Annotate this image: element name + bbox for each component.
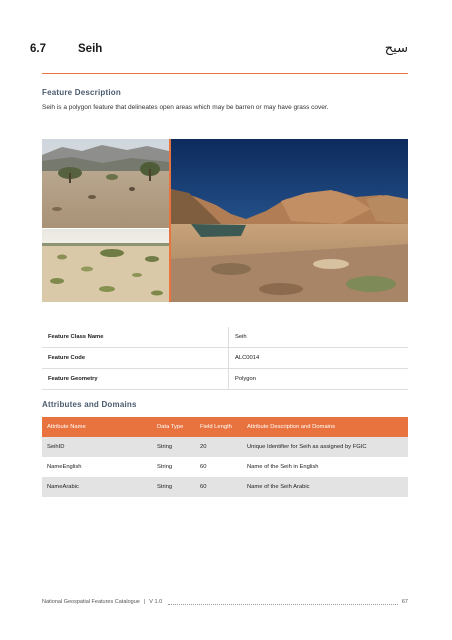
photo-collage bbox=[42, 139, 408, 302]
table-header-row bbox=[42, 417, 408, 437]
table-row bbox=[42, 369, 408, 390]
footer-version: V 1.0 bbox=[149, 599, 163, 605]
column-header: Attribute Name bbox=[42, 417, 152, 437]
table-cell: String bbox=[157, 464, 173, 470]
section-title: Seih bbox=[78, 43, 103, 55]
section-number: 6.7 bbox=[30, 43, 46, 55]
table-cell: 60 bbox=[195, 477, 242, 497]
section-divider bbox=[42, 73, 408, 74]
feature-description-text: Seih is a polygon feature that delineates open areas which may be barren or may have grass cover. bbox=[42, 104, 329, 111]
table-cell: Unique Identifier for Seih as assigned by FGIC bbox=[242, 437, 408, 457]
photo-desert-hills bbox=[42, 139, 169, 228]
feature-code-value: ALC0014 bbox=[229, 348, 409, 369]
footer-separator: | bbox=[143, 599, 146, 605]
table-cell: SeihID bbox=[42, 437, 152, 457]
column-header: Attribute Description and Domains bbox=[242, 417, 408, 437]
page-footer bbox=[42, 599, 408, 605]
feature-class-name-label: Feature Class Name bbox=[42, 327, 229, 348]
table-cell: String bbox=[152, 437, 195, 457]
feature-geometry-label: Feature Geometry bbox=[42, 369, 229, 390]
photo-rocky-wadi bbox=[171, 139, 408, 302]
column-header: Field Length bbox=[195, 417, 242, 437]
feature-description-heading: Feature Description bbox=[42, 88, 121, 97]
footer-catalogue-name: National Geospatial Features Catalogue bbox=[42, 599, 140, 605]
feature-class-name-value: Seih bbox=[229, 327, 409, 348]
table-row bbox=[42, 437, 408, 457]
footer-dot-leader bbox=[168, 600, 398, 605]
table-cell: NameEnglish bbox=[47, 464, 82, 470]
table-cell: 20 bbox=[195, 437, 242, 457]
feature-code-label: Feature Code bbox=[42, 348, 229, 369]
photo-grass-plain bbox=[42, 229, 169, 302]
table-row bbox=[42, 327, 408, 348]
table-cell: NameArabic bbox=[42, 477, 152, 497]
table-cell: 60 bbox=[200, 464, 207, 470]
feature-geometry-value: Polygon bbox=[229, 369, 409, 390]
attributes-table bbox=[42, 417, 408, 497]
footer-page-number: 67 bbox=[401, 599, 408, 605]
feature-info-table bbox=[42, 327, 408, 390]
attributes-heading: Attributes and Domains bbox=[42, 400, 137, 409]
table-row bbox=[42, 348, 408, 369]
table-cell: String bbox=[152, 477, 195, 497]
section-arabic-title: سيح bbox=[384, 41, 408, 56]
table-cell: Name of the Seih Arabic bbox=[242, 477, 408, 497]
table-row bbox=[42, 457, 408, 477]
table-cell: Name of the Seih in English bbox=[247, 464, 319, 470]
column-header: Data Type bbox=[152, 417, 195, 437]
table-row bbox=[42, 477, 408, 497]
photo-separator bbox=[169, 139, 171, 302]
